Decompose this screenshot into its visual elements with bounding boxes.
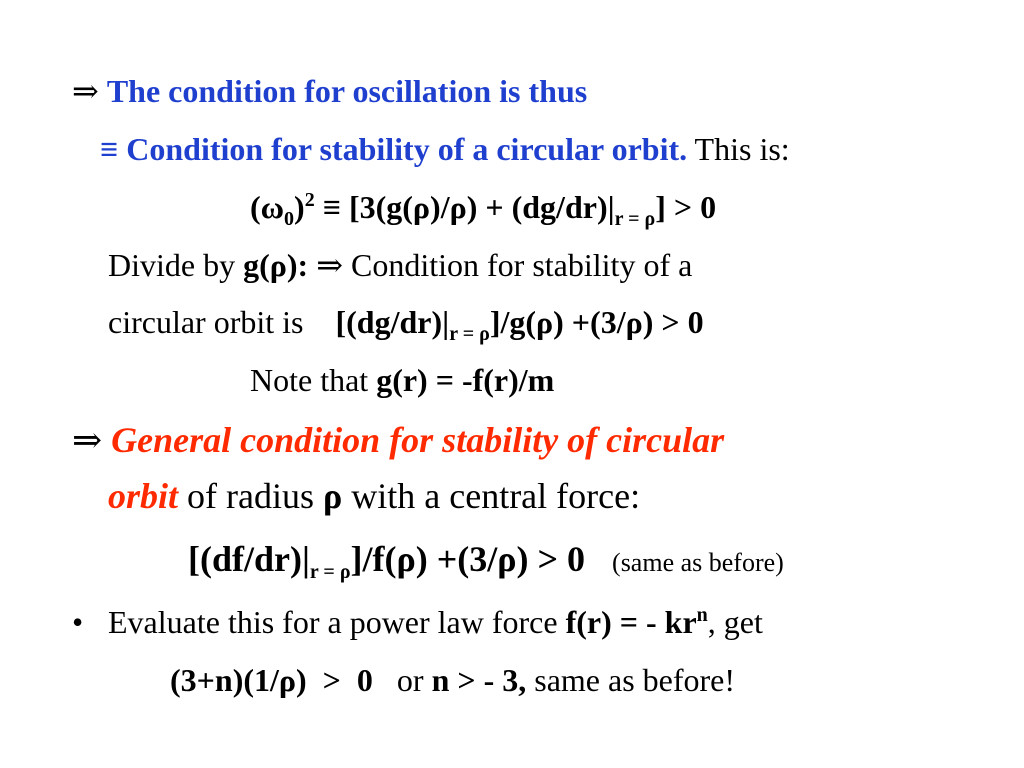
g-definition: g(r) = -f(r)/m (376, 362, 555, 398)
text-part: Divide by (108, 247, 244, 283)
eq-subscript: r = ρ (614, 208, 656, 230)
line-divide-by (108, 245, 692, 285)
eq-part: [(df/dr)| (188, 539, 310, 579)
eq-superscript: 2 (304, 189, 315, 211)
eq-part: [(dg/dr)| (335, 304, 450, 340)
line-oscillation-condition (72, 71, 587, 111)
eq-subscript: r = ρ (449, 323, 490, 345)
power-law-force: f(r) = - kr (565, 604, 697, 640)
eq-part: ≡ [3(g(ρ)/ρ) + (dg/dr)| (314, 189, 615, 225)
implies-arrow: ⇒ (72, 420, 112, 460)
eq-subscript: 0 (284, 208, 295, 230)
line-general-condition (72, 420, 724, 460)
same-as-before-note: (same as before) (612, 548, 784, 577)
orbit-word: orbit (108, 476, 179, 516)
stability-condition-text: Condition for stability of a circular orbit. (126, 131, 688, 167)
eq-subscript: r = ρ (309, 561, 351, 583)
line-stability-condition (100, 129, 790, 169)
eq-part: ) (294, 189, 305, 225)
g-rho-term: g(ρ): (243, 247, 309, 283)
text-part: of radius (178, 476, 323, 516)
line-circular-orbit (108, 302, 704, 345)
text-part: ⇒ Condition for stability of a (308, 247, 693, 283)
exponent-n: n (696, 604, 708, 626)
eq-part: ]/f(ρ) +(3/ρ) > 0 (350, 539, 586, 579)
text-part: Evaluate this for a power law force (108, 604, 566, 640)
omega-equation (250, 187, 717, 230)
text-part: or (372, 662, 432, 698)
n-condition: n > - 3, (431, 662, 527, 698)
oscillation-condition-text: The condition for oscillation is thus (106, 73, 588, 109)
this-is-text: This is: (687, 131, 790, 167)
implies-arrow: ⇒ (72, 73, 107, 109)
bullet-power-law (72, 602, 763, 642)
line-orbit-radius (108, 476, 640, 516)
text-part: circular orbit is (108, 304, 336, 340)
eq-part: ]/g(ρ) +(3/ρ) > 0 (489, 304, 704, 340)
text-part: same as before! (526, 662, 736, 698)
text-part: Note that (250, 362, 377, 398)
eq-part: (ω (250, 189, 285, 225)
text-part: , get (707, 604, 763, 640)
bullet-point: • (72, 604, 84, 640)
line-result (170, 660, 735, 700)
equivalence-symbol: ≡ (100, 131, 127, 167)
general-stability-equation (188, 539, 784, 583)
rho-symbol: ρ (322, 476, 343, 516)
result-inequality: (3+n)(1/ρ) > 0 (170, 662, 373, 698)
text-part: with a central force: (342, 476, 641, 516)
line-note-that (250, 360, 554, 400)
eq-part: ] > 0 (655, 189, 717, 225)
general-condition-text: General condition for stability of circular (111, 420, 725, 460)
